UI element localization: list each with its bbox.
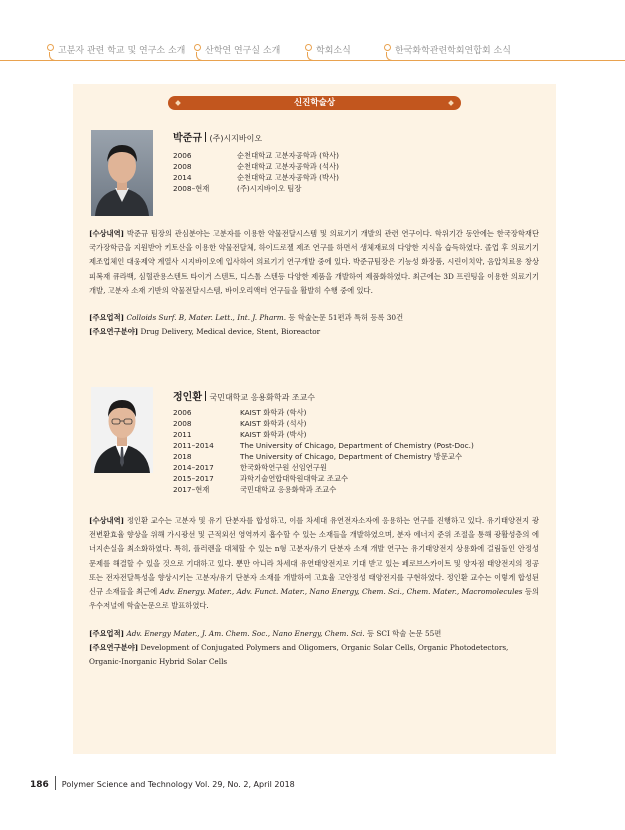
person1-header (173, 129, 262, 144)
career-year: 2008–현재 (173, 184, 210, 193)
career-year: 2017–현재 (173, 485, 210, 494)
research-fields-label: [주요연구분야] (89, 327, 139, 336)
career-year: 2006 (173, 408, 192, 417)
award-journals: Adv. Energy. Mater., Adv. Funct. Mater., Nano Energy, Chem. Sci., Chem. Mater., Macromolecules (159, 587, 523, 597)
nav-item-news[interactable]: 학회소식 (305, 43, 351, 56)
publications-journals: Colloids Surf. B, Mater. Lett., Int. J. Pharm. (126, 313, 287, 322)
nav-dot-icon (305, 44, 312, 51)
person1-career-list (173, 150, 503, 194)
research-fields-text: Drug Delivery, Medical device, Stent, Bioreactor (138, 327, 321, 336)
career-description: 국민대학교 응용화학과 조교수 (240, 485, 337, 494)
career-description: KAIST 화학과 (학사) (240, 408, 307, 417)
career-description: (주)시지바이오 팀장 (237, 184, 302, 193)
career-row (173, 407, 533, 418)
career-row (173, 183, 503, 194)
career-description: The University of Chicago, Department of Chemistry 방문교수 (240, 452, 463, 461)
person1-publications (89, 311, 539, 325)
career-description: 과학기술연합대학원대학교 조교수 (240, 474, 349, 483)
journal-citation: Polymer Science and Technology Vol. 29, No. 2, April 2018 (61, 780, 295, 789)
research-fields-text: Development of Conjugated Polymers and Oligomers, Organic Solar Cells, Organic Photodetectors, Organic-Inorganic Hybrid Solar Cells (89, 643, 509, 666)
person2-header (173, 388, 315, 403)
name-divider (205, 391, 207, 401)
nav-dot-icon (194, 44, 201, 51)
career-description: 순천대학교 고분자공학과 (학사) (237, 151, 339, 160)
person2-career-list (173, 407, 533, 495)
nav-item-schools[interactable]: 고분자 관련 학교 및 연구소 소개 (47, 43, 185, 56)
award-label: [수상내역] (89, 516, 125, 525)
person2-name: 정인환 (173, 392, 202, 403)
career-description: KAIST 화학과 (석사) (240, 419, 307, 428)
career-row (173, 484, 533, 495)
research-fields-label: [주요연구분야] (89, 643, 139, 652)
career-year: 2006 (173, 151, 192, 160)
career-row (173, 150, 503, 161)
section-title: 신진학술상 (293, 98, 336, 108)
section-banner (168, 96, 461, 110)
award-label: [수상내역] (89, 229, 125, 238)
career-description: 한국화학연구원 선임연구원 (240, 463, 327, 472)
person2-award-paragraph (89, 514, 539, 613)
career-year: 2014 (173, 173, 192, 182)
page-footer (30, 776, 295, 790)
career-description: 순천대학교 고분자공학과 (박사) (237, 173, 339, 182)
nav-dot-icon (47, 44, 54, 51)
publications-text: 등 학술논문 51편과 특허 등록 30건 (286, 313, 404, 322)
top-navigation (0, 38, 625, 68)
career-description: 순천대학교 고분자공학과 (석사) (237, 162, 339, 171)
nav-item-labs[interactable]: 산학연 연구실 소개 (194, 43, 280, 56)
person1-award-paragraph (89, 227, 539, 298)
award-tail: 등의 우수저널에 학술논문으로 발표하였다. (89, 587, 540, 611)
award-text: 박준규 팀장의 관심분야는 고분자를 이용한 약물전달시스템 및 의료기기 개발의 관련 연구이다. 학위기간 동안에는 한국장학재단 국가장학금을 지원받아 키토산을 이용한 약물전달체, 하이드로젤 제조 연구를 하면서 생체재료의 다양한 지식을 습득하였다. 졸업 후 의료기기제조업체인 대웅제약 계열사 시지바이오에 입사하여 의료기기 연구개발 중에 있다. 박준규팀장은 기능성 화장품, 시린이치약, 음압치료용 창상피복재 큐라백, 심혈관용스텐트 타이거 스텐트, 디스톨 스텐등 다양한 제품을 개발하여 제품화하였다. 최근에는 3D 프린팅을 이용한 의료기기 개발, 고분자 소재 기반의 약물전달시스템, 바이오리액터 연구들을 활발히 수행 중에 있다. (89, 229, 539, 295)
career-row (173, 418, 533, 429)
career-row (173, 172, 503, 183)
nav-item-federation[interactable]: 한국화학관련학회연합회 소식 (384, 43, 511, 56)
career-row (173, 440, 533, 451)
person2-photo (91, 387, 153, 473)
person1-research-fields (89, 325, 539, 339)
career-year: 2011 (173, 430, 192, 439)
career-row (173, 451, 533, 462)
career-year: 2018 (173, 452, 192, 461)
nav-dot-icon (384, 44, 391, 51)
footer-divider (55, 776, 56, 790)
career-row (173, 161, 503, 172)
page-number: 186 (30, 780, 49, 790)
person1-name: 박준규 (173, 133, 202, 144)
career-year: 2011–2014 (173, 441, 214, 450)
person2-publications (89, 627, 539, 641)
publications-journals: Adv. Energy Mater., J. Am. Chem. Soc., Nano Energy, Chem. Sci. (126, 629, 365, 638)
publications-label: [주요업적] (89, 313, 125, 322)
career-row (173, 473, 533, 484)
career-row (173, 462, 533, 473)
career-year: 2015–2017 (173, 474, 214, 483)
career-year: 2008 (173, 162, 192, 171)
publications-label: [주요업적] (89, 629, 125, 638)
career-row (173, 429, 533, 440)
career-year: 2014–2017 (173, 463, 214, 472)
person2-research-fields (89, 641, 539, 669)
person1-affiliation: (주)시지바이오 (209, 134, 263, 143)
person2-affiliation: 국민대학교 응용화학과 조교수 (209, 393, 316, 402)
name-divider (205, 132, 207, 142)
career-year: 2008 (173, 419, 192, 428)
award-text: 정인환 교수는 고분자 및 유기 단분자를 합성하고, 이를 차세대 유연전자소자에 응용하는 연구를 진행하고 있다. 유기태양전지 광전변환효율 향상을 위해 가시광선 및 근적외선 영역까지 흡수할 수 있는 소재들을 개발하였으며, 분자 에너지 준위 조절을 통해 광활성층의 에너지손실을 최소화하였다. 특히, 플러렌을 대체할 수 있는 n형 고분자/유기 단분자 소재 개발 연구는 유기태양전지 상용화에 걸림돌인 안정성 문제를 해결할 수 있을 것으로 기대하고 있다. 뿐만 아니라 차세대 유연태양전지로 기대 받고 있는 페로브스카이트 및 양자점 태양전지의 정공 또는 전자전달특성을 향상시키는 고분자/유기 단분자 소재를 개발하여 고효율 고안정성 태양전지를 구현하였다. 정인환 교수는 이렇게 합성된 신규 소재들을 최근에 (89, 516, 539, 597)
person1-photo (91, 130, 153, 216)
career-description: KAIST 화학과 (박사) (240, 430, 307, 439)
career-description: The University of Chicago, Department of Chemistry (Post-Doc.) (240, 441, 474, 450)
publications-text: 등 SCI 학술 논문 55편 (364, 629, 442, 638)
